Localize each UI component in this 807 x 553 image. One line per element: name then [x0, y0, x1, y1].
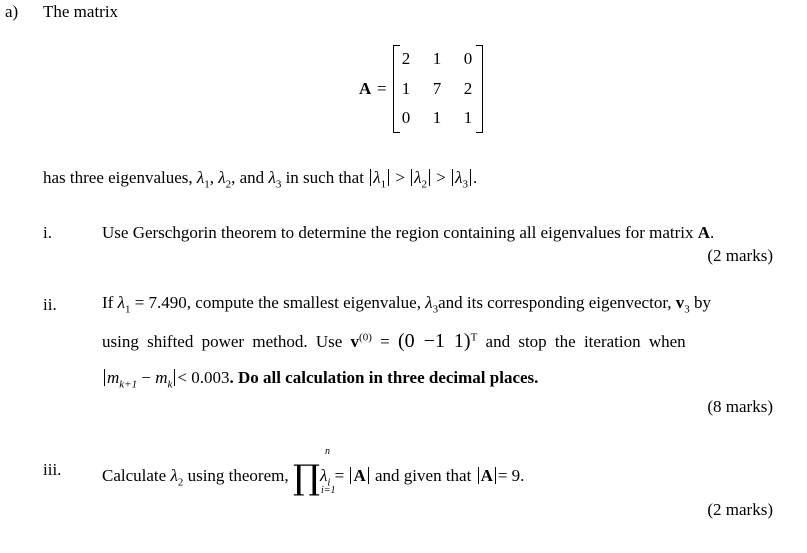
product-upper-limit: n	[325, 446, 330, 457]
matrix-cell: 1	[432, 49, 442, 68]
matrix-equals: =	[377, 79, 387, 98]
matrix-cell: 2	[463, 79, 473, 98]
question-marks: (2 marks)	[707, 246, 773, 265]
matrix-cell: 1	[432, 108, 442, 127]
question-text-line1: If $\lambda_1 = 7.490$, compute the smallest eigenvalue, $\lambda_3and$ its corresponding eigenvector, $v_3$ by	[102, 293, 712, 316]
question-marks: (2 marks)	[707, 500, 773, 519]
part-a-label: a)	[5, 2, 19, 21]
right-bracket	[476, 45, 483, 133]
matrix-A	[393, 45, 483, 133]
question-text: Use Gerschgorin theorem to determine the region containing all eigenvalues for matrix A.	[102, 223, 715, 242]
question-marks: (8 marks)	[707, 397, 773, 416]
question-number: iii.	[43, 460, 62, 479]
matrix-cell: 7	[432, 79, 442, 98]
part-a-heading: The matrix	[43, 2, 119, 21]
question-text-line3: $m_{k+1} - m_k < 0.003$. Do all calculation in three decimal places.	[102, 368, 538, 388]
matrix-cell: 0	[463, 49, 473, 68]
matrix-cell: 1	[463, 108, 473, 127]
matrix-cell: 2	[401, 49, 411, 68]
matrix-cell: 1	[401, 79, 411, 98]
product-lower-limit: i=1	[321, 485, 336, 496]
matrix-name: A	[359, 79, 372, 98]
eigen-statement: has three eigenvalues, $\lambda_1$, $\lambda_2$, and $\lambda_3$ in such that $\lambda_1 > \lambda_2 > \lambda_3$ .	[43, 168, 478, 191]
question-text-line2: using shifted power method. Use $v^{(0)} = (0 -1$ 1)$^T$ and stop the iteration when	[102, 330, 686, 352]
question-text: Calculate $\lambda_2$ using theorem, $\prod\lambda_i = A$ and given that A = 9.	[102, 458, 525, 498]
question-number: i.	[43, 223, 52, 242]
product-symbol: ∏	[292, 458, 320, 498]
question-number: ii.	[43, 295, 57, 314]
matrix-cell: 0	[401, 108, 411, 127]
